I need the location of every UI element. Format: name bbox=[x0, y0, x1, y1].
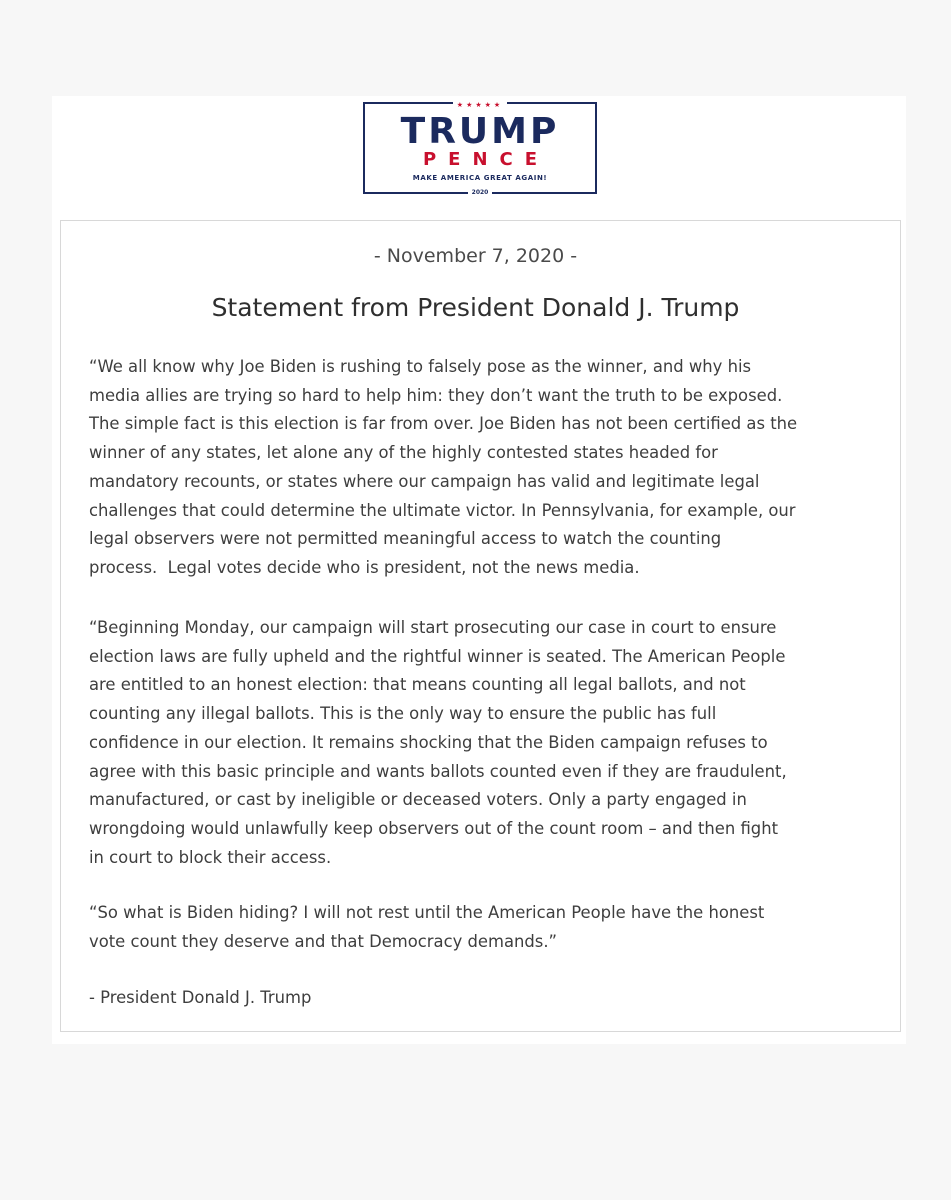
text-line: agree with this basic principle and wants ballots counted even if they are fraudulent, bbox=[89, 761, 787, 781]
text-line: The simple fact is this election is far from over. Joe Biden has not been certified as the bbox=[89, 414, 798, 434]
statement-paragraph-1 bbox=[89, 353, 879, 583]
text-line: are entitled to an honest election: that means counting all legal ballots, and not bbox=[89, 675, 746, 695]
logo-year: 2020 bbox=[365, 189, 595, 196]
text-line: winner of any states, let alone any of the highly contested states headed for bbox=[89, 443, 718, 463]
text-line: in court to block their access. bbox=[89, 847, 332, 867]
logo-name-top: TRUMP bbox=[400, 111, 560, 152]
text-line: media allies are trying so hard to help him: they don’t want the truth to be exposed. bbox=[89, 385, 783, 405]
text-line: confidence in our election. It remains shocking that the Biden campaign refuses to bbox=[89, 732, 768, 752]
text-line: “So what is Biden hiding? I will not rest until the American People have the honest bbox=[89, 903, 765, 922]
text-line: challenges that could determine the ultimate victor. In Pennsylvania, for example, our bbox=[89, 500, 796, 520]
text-line: mandatory recounts, or states where our campaign has valid and legitimate legal bbox=[89, 471, 760, 491]
text-line: counting any illegal ballots. This is the only way to ensure the public has full bbox=[89, 704, 717, 724]
statement-date: - November 7, 2020 - bbox=[373, 245, 578, 267]
star-icon: ★★★★★ bbox=[365, 101, 595, 109]
statement-paragraph-2 bbox=[89, 614, 879, 872]
logo-slogan: MAKE AMERICA GREAT AGAIN! bbox=[412, 174, 548, 182]
statement-signature: - President Donald J. Trump bbox=[89, 988, 312, 1007]
text-line: vote count they deserve and that Democracy demands.” bbox=[89, 931, 558, 951]
text-line: manufactured, or cast by ineligible or deceased voters. Only a party engaged in bbox=[89, 790, 747, 810]
logo-name-bottom: PENCE bbox=[422, 149, 550, 170]
text-line: process. Legal votes decide who is president, not the news media. bbox=[89, 557, 640, 577]
text-line: “We all know why Joe Biden is rushing to falsely pose as the winner, and why his bbox=[89, 357, 752, 376]
statement-paragraph-3 bbox=[89, 899, 879, 956]
text-line: legal observers were not permitted meaningful access to watch the counting bbox=[89, 529, 722, 549]
text-line: election laws are fully upheld and the rightful winner is seated. The American People bbox=[89, 646, 786, 666]
statement-title: Statement from President Donald J. Trump bbox=[211, 293, 740, 322]
trump-pence-logo bbox=[363, 102, 597, 194]
text-line: wrongdoing would unlawfully keep observers out of the count room – and then fight bbox=[89, 818, 779, 838]
text-line: “Beginning Monday, our campaign will start prosecuting our case in court to ensure bbox=[89, 618, 777, 637]
